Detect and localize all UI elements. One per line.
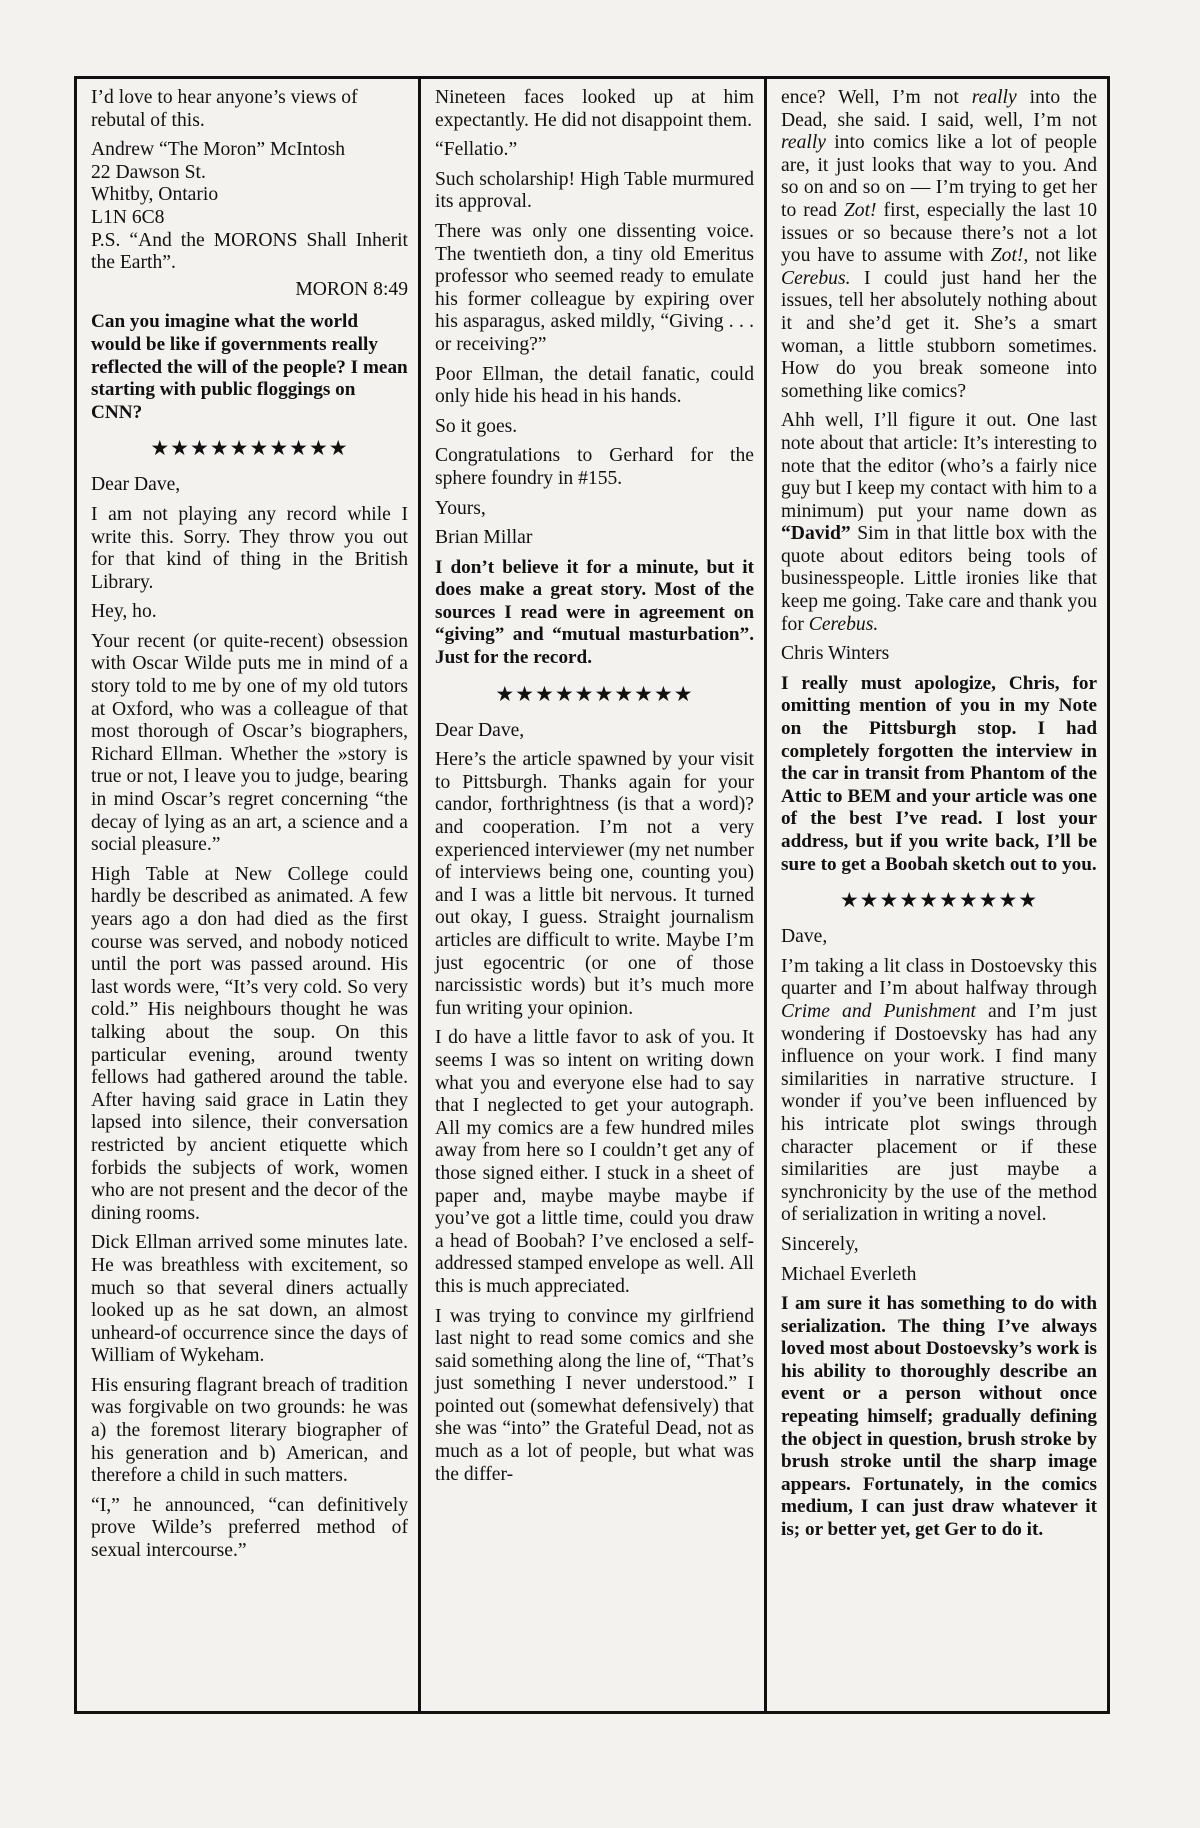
star-divider: ★★★★★★★★★★ bbox=[150, 436, 349, 461]
salutation: Dear Dave, bbox=[435, 719, 525, 741]
signature-block bbox=[91, 139, 408, 275]
letter-signature: Chris Winters bbox=[781, 643, 890, 665]
letter-paragraph: ence? Well, I’m not really into the Dead, she said. I said, well, I’m not really into comics like a lot of people are, it just looks that way to you. And so on and so on — I’m trying to get her to read Zot! first, especially the last 10 issues or so because there’s not a lot you have to assume with Zot!, not like Cerebus. I could just hand her the issues, tell her absolutely nothing about it and she’d get it. She’s a smart woman, a little stubborn sometimes. How do you break someone into something like comics? bbox=[781, 87, 1097, 402]
star-divider: ★★★★★★★★★★ bbox=[839, 888, 1039, 913]
letter-paragraph: Here’s the article spawned by your visit to Pittsburgh. Thanks again for your candor, forthrightness (is that a word)? and cooperation. I’m not a very experienced interviewer (my net number of interviews being one, counting you) and I was a little bit nervous. It turned out okay, I guess. Straight journalism articles are difficult to write. Maybe I’m just egocentric (or one of those narcissistic words) but it’s much more fun writing your opinion. bbox=[435, 749, 754, 1019]
letter-paragraph: High Table at New College could hardly be described as animated. A few years ago a don had died as the first course was served, and nobody noticed until the port was passed around. His last words were, “It’s very cold. So very cold.” His neighbours thought he was talking about the soup. On this particular evening, around twenty fellows had gathered around the table. After having said grace in Latin they lapsed into silence, their conversation restricted by ancient etiquette which forbids the subjects of work, women who are not present and the decor of the dining rooms. bbox=[91, 863, 408, 1224]
editor-reply: I really must apologize, Chris, for omitting mention of you in my Note on the Pittsburgh stop. I had completely forgotten the interview in the car in transit from Phantom of the Attic to BEM and your article was one of the best I’ve read. I lost your address, but if you write back, I’ll be sure to get a Boobah sketch out to you. bbox=[781, 672, 1097, 875]
letter-paragraph: Your recent (or quite-recent) obsession with Oscar Wilde puts me in mind of a story told to me by one of my old tutors at Oxford, who was a colleague of that most thorough of Oscar’s biographers, Richard Ellman. Whether the »story is true or not, I leave you to judge, bearing in mind Oscar’s regret concerning “the decay of lying as an art, a science and a social pleasure.” bbox=[91, 630, 408, 856]
column-3 bbox=[767, 79, 1107, 1711]
letter-paragraph: Nineteen faces looked up at him expectantly. He did not disappoint them. bbox=[435, 87, 754, 131]
letter-paragraph: “Fellatio.” bbox=[435, 139, 518, 161]
address-line: L1N 6C8 bbox=[91, 206, 165, 228]
letter-paragraph: I’m taking a lit class in Dostoevsky this quarter and I’m about halfway through Crime and Punishment and I’m just wondering if Dostoevsky has had any influence on your work. I find many similarities in narrative structure. I wonder if you’ve been influenced by his intricate plot swings through character placement or if these similarities are just maybe a synchronicity by the use of the method of serialization in writing a novel. bbox=[781, 955, 1098, 1226]
letter-signature: Brian Millar bbox=[435, 527, 533, 549]
letter-paragraph: There was only one dissenting voice. The twentieth don, a tiny old Emeritus professor who seemed ready to emulate his former colleague by expiring over his asparagus, asked mildly, “Giving . . . or receiving?” bbox=[435, 220, 754, 355]
moron-reference: MORON 8:49 bbox=[295, 278, 408, 300]
letter-paragraph: I am not playing any record while I write this. Sorry. They throw you out for that kind of thing in the British Library. bbox=[91, 503, 408, 593]
star-divider: ★★★★★★★★★★ bbox=[495, 681, 694, 706]
address-line: Whitby, Ontario bbox=[91, 184, 219, 206]
letter-closing: Sincerely, bbox=[781, 1233, 859, 1255]
letter-paragraph: Poor Ellman, the detail fanatic, could only hide his head in his hands. bbox=[435, 363, 754, 408]
letter-paragraph: Dick Ellman arrived some minutes late. He was breathless with excitement, so much so that several diners actually looked up as he sat down, an almost unheard-of occurrence since the days of William of Wykeham. bbox=[91, 1232, 408, 1367]
letter-closing: Yours, bbox=[435, 497, 486, 519]
editor-reply: Can you imagine what the world would be like if governments really reflected the will of the people? I mean starting with public floggings on CNN? bbox=[91, 311, 408, 423]
letters-page bbox=[74, 76, 1110, 1714]
letter-paragraph: Congratulations to Gerhard for the sphere foundry in #155. bbox=[435, 445, 754, 489]
editor-reply: I am sure it has something to do with serialization. The thing I’ve always loved most about Dostoevsky’s work is his ability to thoroughly describe an event or a person without once repeating himself; gradually defining the object in question, brush stroke by brush stroke until the sharp image appears. Fortunately, in the comics medium, I can just draw whatever it is; or better yet, get Ger to do it. bbox=[781, 1293, 1097, 1541]
salutation: Dave, bbox=[781, 926, 828, 948]
letter-paragraph: I do have a little favor to ask of you. It seems I was so intent on writing down what you and everyone else had to say that I neglected to get your autograph. All my comics are a few hundred miles away from here so I couldn’t get any of those signed either. I stuck in a sheet of paper and, maybe maybe maybe if you’ve got a little time, could you draw a head of Boobah? I’ve enclosed a self-addressed stamped envelope as well. All this is much appreciated. bbox=[435, 1027, 754, 1297]
letter-paragraph: Hey, ho. bbox=[91, 601, 157, 623]
letter-paragraph: I was trying to convince my girlfriend last night to read some comics and she said something along the line of, “That’s just something I never understood.” I pointed out (somewhat defensively) that she was “into” the Grateful Dead, not as much as a lot of people, but what was the differ- bbox=[435, 1305, 754, 1485]
letter-signature: Michael Everleth bbox=[781, 1263, 917, 1285]
letter-paragraph: “I,” he announced, “can definitively prove Wilde’s preferred method of sexual intercourse.” bbox=[91, 1494, 408, 1562]
address-line: 22 Dawson St. bbox=[91, 161, 206, 183]
column-1 bbox=[77, 79, 421, 1711]
letter-intro: I’d love to hear anyone’s views of rebutal of this. bbox=[91, 87, 358, 131]
salutation: Dear Dave, bbox=[91, 474, 181, 496]
letter-paragraph: Such scholarship! High Table murmured its approval. bbox=[435, 168, 754, 213]
column-2 bbox=[421, 79, 767, 1711]
postscript: P.S. “And the MORONS Shall Inherit the Earth”. bbox=[91, 229, 408, 274]
letter-paragraph: Ahh well, I’ll figure it out. One last note about that article: It’s interesting to note that the editor (who’s a fairly nice guy but I keep my contact with him to a minimum) put your name down as “David” Sim in that little box with the quote about editors being tools of businesspeople. Little ironies like that keep me going. Take care and thank you for Cerebus. bbox=[781, 410, 1098, 635]
signature-line: Andrew “The Moron” McIntosh bbox=[91, 139, 346, 161]
editor-reply: I don’t believe it for a minute, but it does make a great story. Most of the sources I read were in agreement on “giving” and “mutual masturbation”. Just for the record. bbox=[435, 556, 754, 669]
letter-paragraph: His ensuring flagrant breach of tradition was forgivable on two grounds: he was a) the foremost literary biographer of his generation and b) American, and therefore a child in such matters. bbox=[91, 1374, 408, 1487]
letter-paragraph: So it goes. bbox=[435, 415, 518, 437]
